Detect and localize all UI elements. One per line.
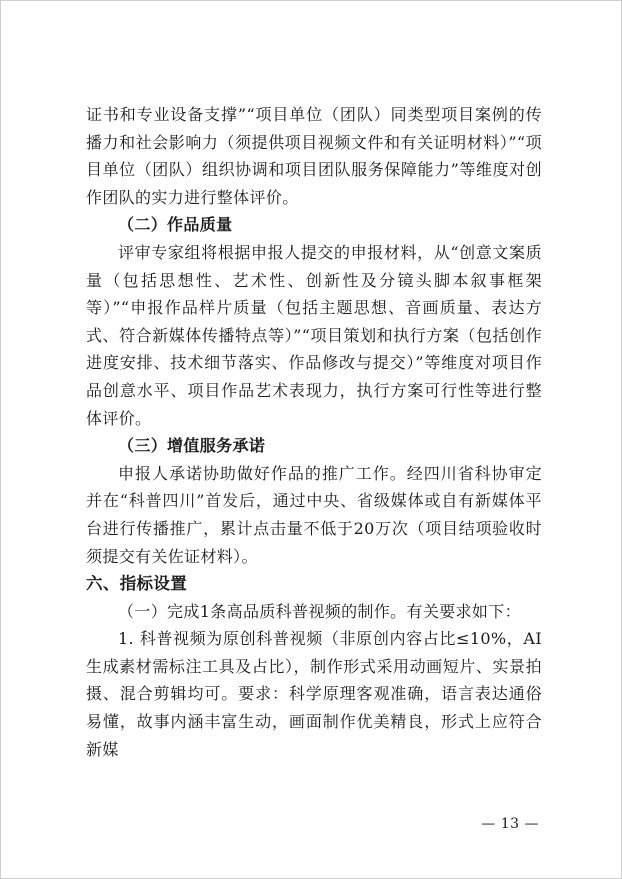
paragraph-video-task: （一）完成1条高品质科普视频的制作。有关要求如下： (118, 601, 521, 621)
paragraph-work-quality: 评审专家组将根据申报人提交的申报材料，从“创意文案质量（包括思想性、艺术性、创新性及分镜头脚本叙事框架等）”“申报作品样片质量（包括主题思想、音画质量、表达方式、符合新媒体传播特点等）”“项目策划和执行方案（包括创作进度安排、技术细节落实、作品修改与提交）”等维度对项目作品创意水平、项目作品艺术表现力，执行方案可行性等进行整体评价。 (86, 242, 542, 428)
heading-indicator-settings: 六、指标设置 (86, 574, 188, 594)
page-number: — 13 — (481, 816, 539, 832)
paragraph-video-requirements: 1. 科普视频为原创科普视频（非原创内容占比≤10%，AI生成素材需标注工具及占比），制作形式采用动画短片、实景拍摄、混合剪辑均可。要求：科学原理客观准确，语言表达通俗易懂，故事内涵丰富生动，画面制作优美精良，形式上应符合新媒 (86, 629, 542, 759)
heading-work-quality: （二）作品质量 (118, 215, 233, 235)
heading-value-added-service: （三）增值服务承诺 (118, 436, 266, 456)
paragraph-value-added-service: 申报人承诺协助做好作品的推广工作。经四川省科协审定并在“科普四川”首发后，通过中央、省级媒体或自有新媒体平台进行传播推广，累计点击量不低于20万次（项目结项验收时须提交有关佐证材料）。 (86, 463, 542, 566)
paragraph-team-evaluation: 证书和专业设备支撑”“项目单位（团队）同类型项目案例的传播力和社会影响力（须提供项目视频文件和有关证明材料）”“项目单位（团队）组织协调和项目团队服务保障能力”等维度对创作团队的实力进行整体评价。 (86, 105, 542, 207)
page-body (86, 101, 542, 763)
